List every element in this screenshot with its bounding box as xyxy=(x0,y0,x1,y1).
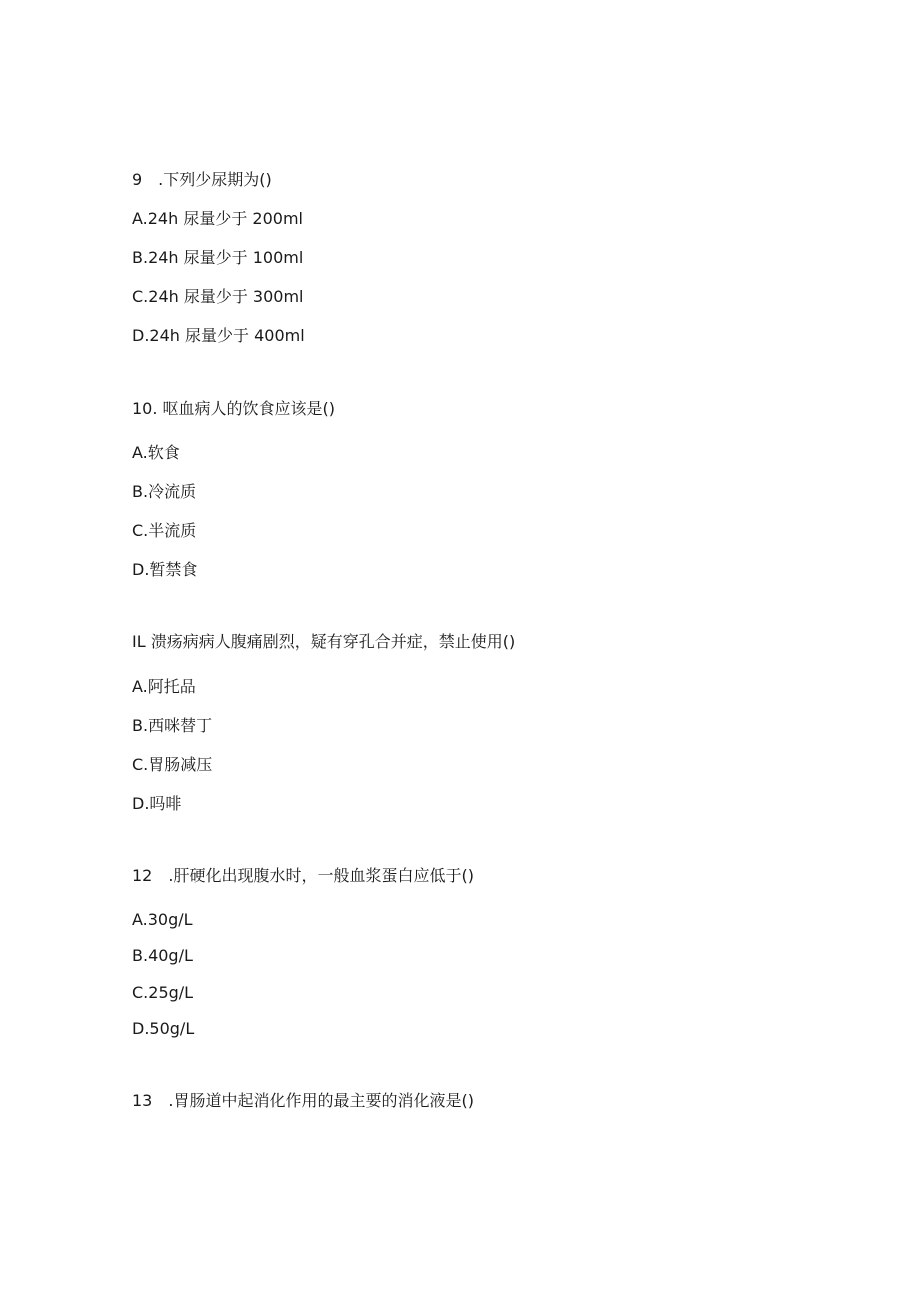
question-12-option-c: C.25g∕L xyxy=(132,983,194,1002)
question-11-option-a: A.阿托品 xyxy=(132,677,196,696)
question-9-stem: 9 .下列少尿期为() xyxy=(132,170,272,189)
question-10-option-b: B.冷流质 xyxy=(132,482,197,501)
question-11-stem: IL 溃疡病病人腹痛剧烈，疑有穿孔合并症，禁止使用() xyxy=(132,632,516,651)
question-10-option-c: C.半流质 xyxy=(132,521,197,540)
question-10-option-a: A.软食 xyxy=(132,443,180,462)
question-10-option-d: D.暂禁食 xyxy=(132,560,198,579)
question-12-option-d: D.50g∕L xyxy=(132,1019,195,1038)
question-9-option-a: A.24h 尿量少于 200ml xyxy=(132,209,303,228)
question-9-option-c: C.24h 尿量少于 300ml xyxy=(132,287,304,306)
question-11-option-b: B.西咪替丁 xyxy=(132,716,213,735)
question-12-option-a: A.30g∕L xyxy=(132,910,193,929)
question-13-stem: 13 .胃肠道中起消化作用的最主要的消化液是() xyxy=(132,1091,474,1110)
question-12-option-b: B.40g∕L xyxy=(132,946,193,965)
question-12-stem: 12 .肝硬化出现腹水时，一般血浆蛋白应低于() xyxy=(132,866,474,885)
question-11-option-c: C.胃肠减压 xyxy=(132,755,213,774)
question-11-option-d: D.吗啡 xyxy=(132,794,182,813)
question-10-stem: 10. 呕血病人的饮食应该是() xyxy=(132,399,336,418)
question-9-option-d: D.24h 尿量少于 400ml xyxy=(132,326,305,345)
question-9-option-b: B.24h 尿量少于 100ml xyxy=(132,248,304,267)
